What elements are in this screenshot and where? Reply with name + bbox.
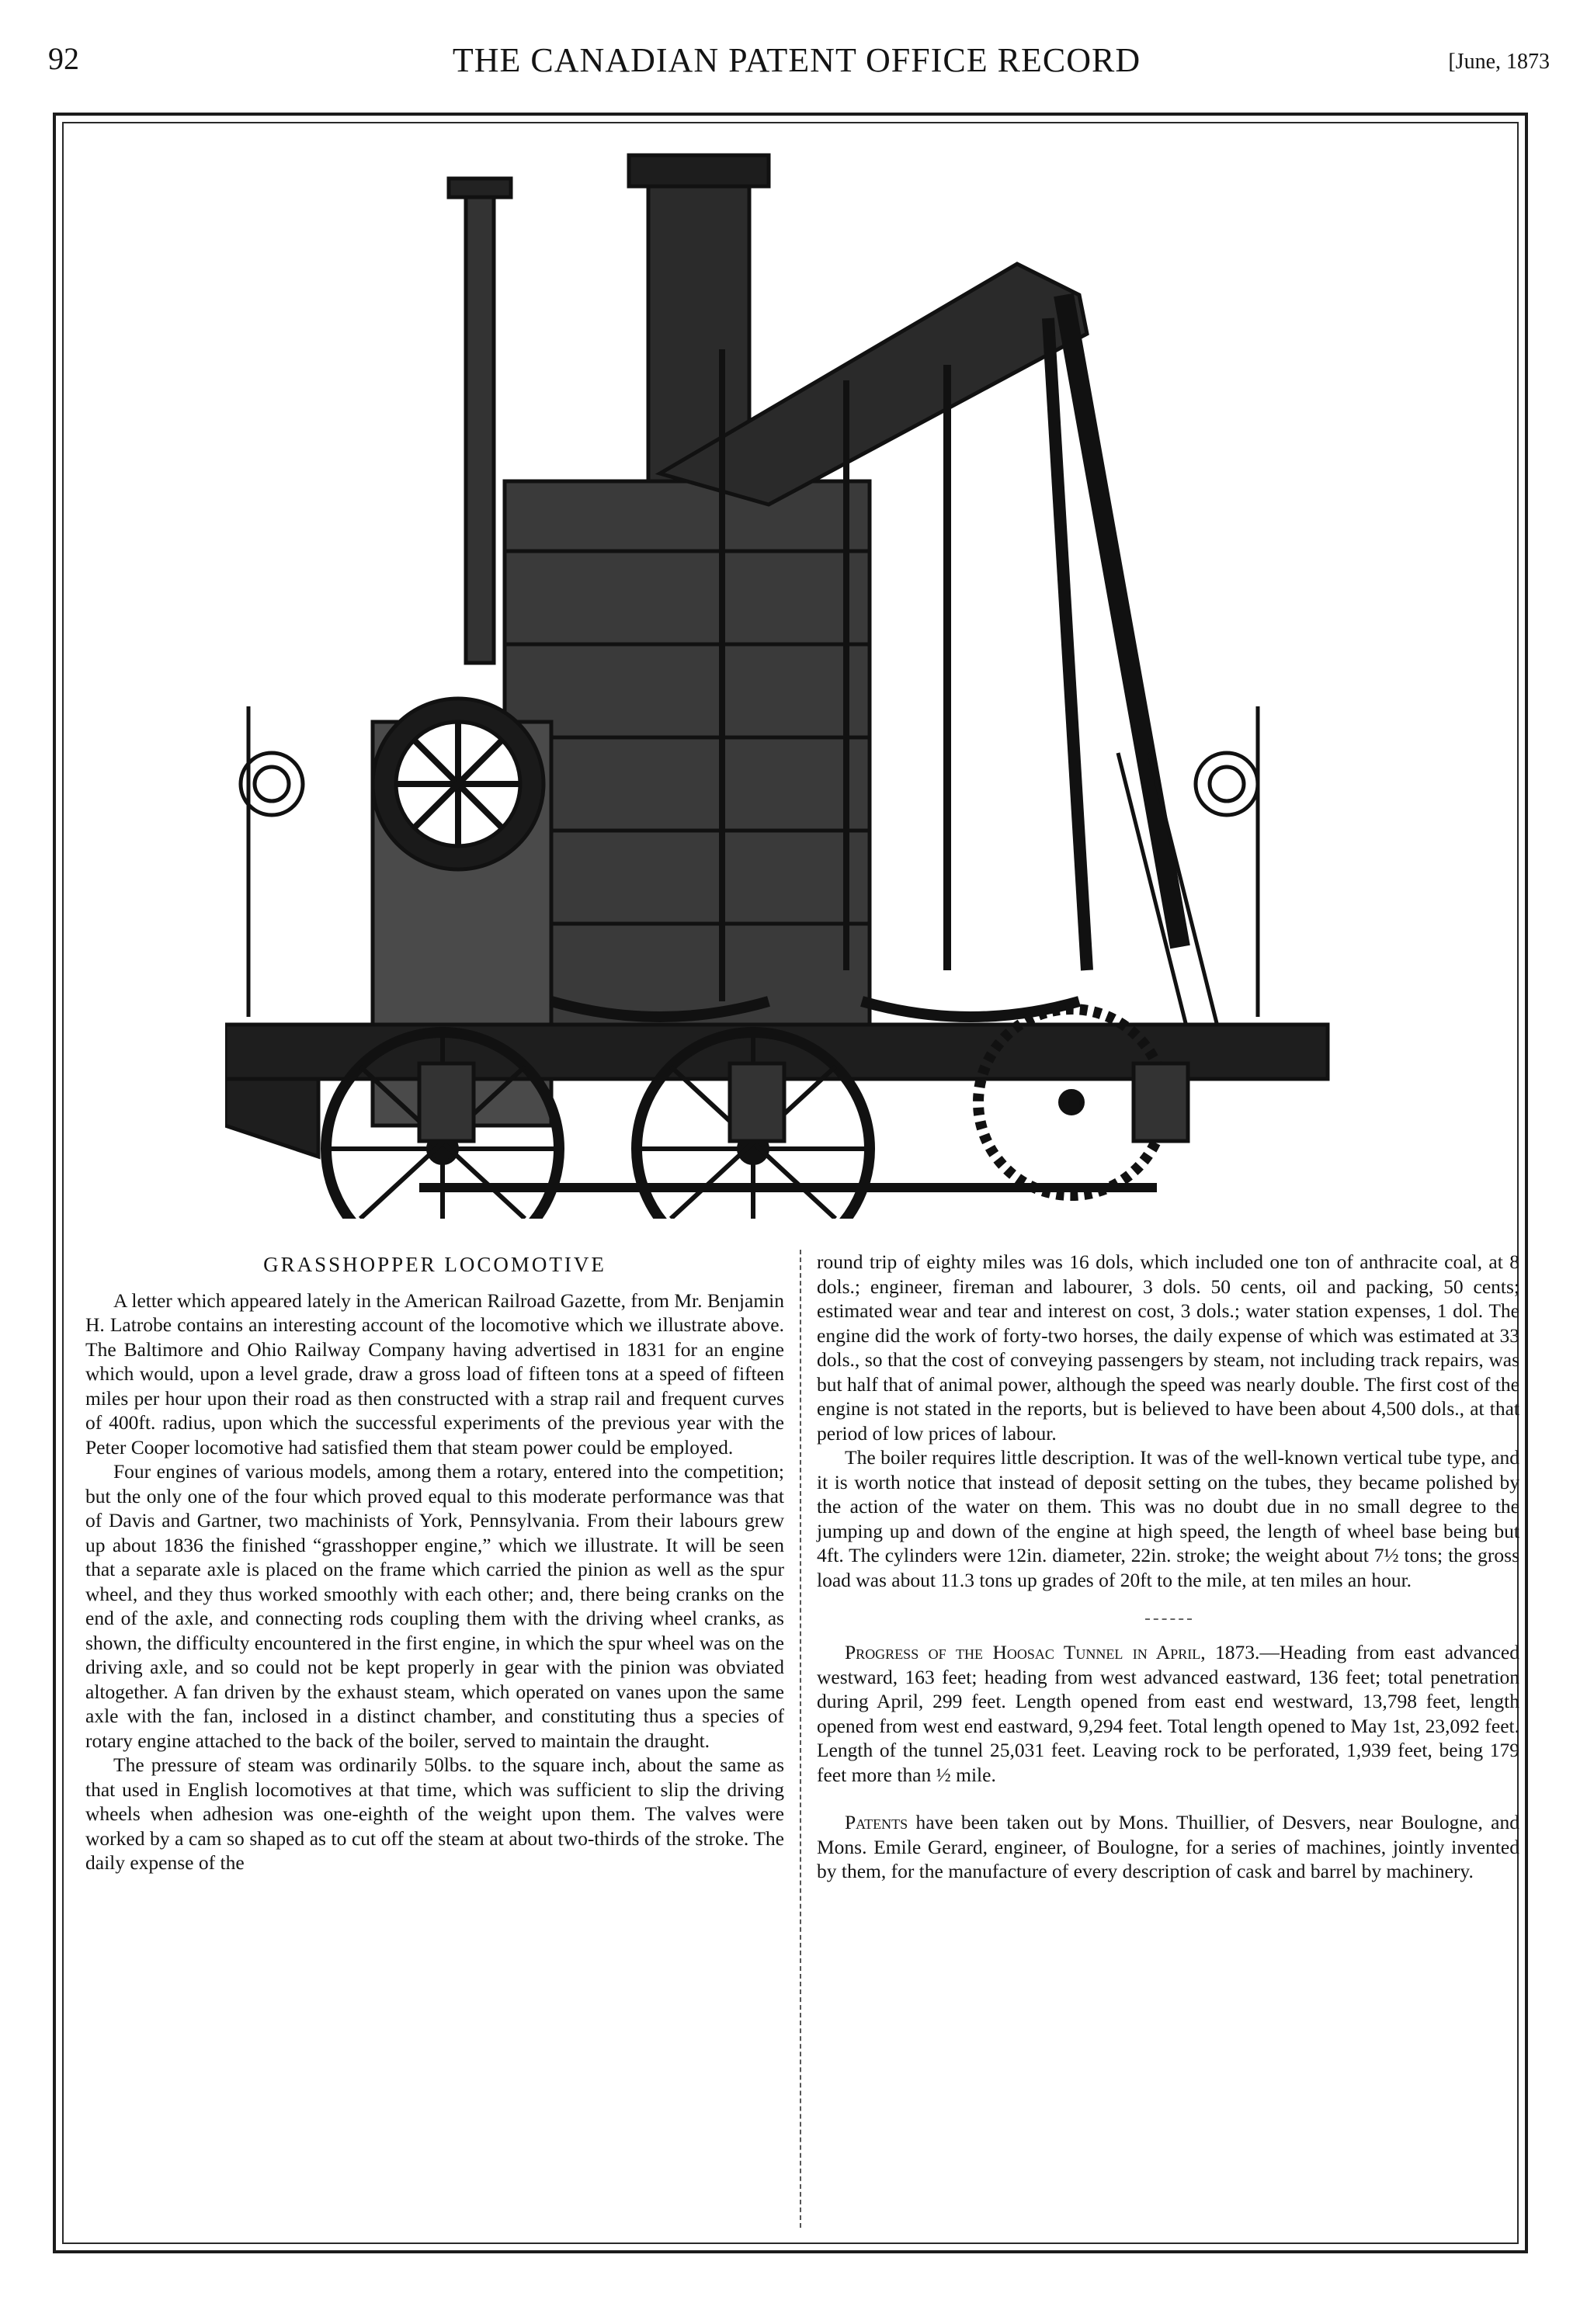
article-paragraph-4: The boiler requires little description. It was of the well-known vertical tube type, and it is worth notice that instead of deposit setting on the tubes, they became polished by the action of the water on them. This was no doubt due in no small degree to the jumping up and down of the engine at high speed, the length of wheel base being but 4ft. The cylinders were 12in. diameter, 22in. stroke; the weight about 7½ tons; the gross load was about 11.3 tons up grades of 20ft to the mile, at ten miles an hour. bbox=[817, 1446, 1519, 1591]
journal-title: THE CANADIAN PATENT OFFICE RECORD bbox=[452, 41, 1141, 79]
patents-notice-heading: Patents bbox=[845, 1811, 908, 1833]
article-paragraph-3: The pressure of steam was ordinarily 50lbs. to the square inch, about the same as that used in English locomotives at that time, which was sufficient to slip the driving wheels when adhesion was one-eighth of the weight upon them. The valves were worked by a cam so shaped as to cut off the steam at about two-thirds of the stroke. The daily expense of the bbox=[85, 1753, 784, 1874]
spacer bbox=[817, 1787, 1519, 1810]
article-paragraph-1: A letter which appeared lately in the American Railroad Gazette, from Mr. Benjamin H. Latrobe contains an interesting account of the locomotive which we illustrate above. The Baltimore and Ohio Railway Company having advertised in 1831 for an engine which would, upon a level grade, draw a gross load of fifteen tons at a speed of fifteen miles per hour upon their road as then constructed with a strap rail and frequent curves of 400ft. radius, upon which the successful experiments of the previous year with the Peter Cooper locomotive had satisfied them that steam power could be employed. bbox=[85, 1289, 784, 1459]
right-column bbox=[817, 1250, 1519, 1884]
tunnel-notice bbox=[817, 1640, 1519, 1787]
article-paragraph-2: Four engines of various models, among them a rotary, entered into the competition; but the only one of the four which proved equal to this moderate performance was that of Davis and Gartner, two machinists of York, Pennsylvania. From their labours grew up about 1836 the finished “grasshopper engine,” which we illustrate. It will be seen that a separate axle is placed on the frame which carried the pinion as well as the spur wheel, and they thus worked smoothly with each other; and, there being cranks on the end of the axle, and connecting rods coupling them with the driving wheel cranks, as shown, the difficulty encountered in the first engine, in which the spur wheel was on the driving axle, and so could not be kept properly in gear with the pinion was obviated altogether. A fan driven by the exhaust steam, which operated on vanes upon the same axle with the fan, inclosed in a distinct chamber, and constituting thus a species of rotary engine attached to the back of the boiler, served to maintain the draught. bbox=[85, 1460, 784, 1752]
patents-notice bbox=[817, 1810, 1519, 1884]
tunnel-notice-body: —Heading from east advanced westward, 163 feet; heading from west advanced eastward, 136 feet; total penetration during April, 299 feet. Length opened from east end westward, 13,798 feet, length opened from west end eastward, 9,294 feet. Total length opened to May 1st, 23,092 feet. Length of the tunnel 25,031 feet. Leaving rock to be perforated, 1,939 feet, being 179 feet more than ½ mile. bbox=[817, 1641, 1519, 1786]
page-header bbox=[43, 40, 1550, 95]
left-column bbox=[85, 1250, 784, 1875]
tunnel-notice-heading: Progress of the Hoosac Tunnel in April, 1873. bbox=[845, 1641, 1260, 1663]
issue-date: [June, 1873 bbox=[1448, 50, 1550, 74]
page-number: 92 bbox=[48, 41, 79, 76]
article-paragraph-3-continued: round trip of eighty miles was 16 dols, which included one ton of anthracite coal, at 8 dols.; engineer, fireman and labourer, 3 dols. 50 cents, oil and packing, 50 cents; estimated wear and tear and interest on cost, 3 dols.; water station expenses, 1 dol. The engine did the work of forty-two horses, the daily expense of which was estimated at 33 dols., so that the cost of conveying passengers by steam, not including track repairs, was but half that of animal power, although the speed was nearly double. The first cost of the engine is not stated in the reports, but is believed to have been about 4,500 dols., at that period of low prices of labour. bbox=[817, 1250, 1519, 1445]
section-separator bbox=[1145, 1618, 1192, 1620]
column-divider bbox=[800, 1250, 801, 2228]
patents-notice-body: have been taken out by Mons. Thuillier, of Desvers, near Boulogne, and Mons. Emile Gerard, engineer, of Boulogne, for a series of machines, jointly invented by them, for the manufacture of every description of cask and barrel by machinery. bbox=[817, 1811, 1519, 1882]
article-title: GRASSHOPPER LOCOMOTIVE bbox=[263, 1253, 606, 1276]
locomotive-illustration bbox=[225, 147, 1335, 1219]
